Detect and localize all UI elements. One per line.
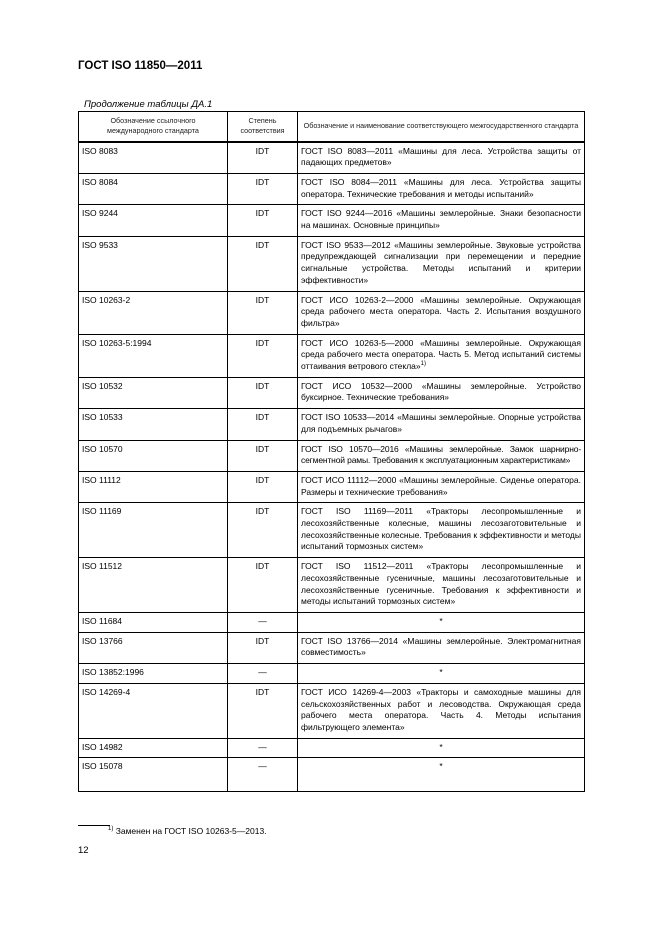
standard-cell: ГОСТ ISO 10570—2016 «Машины землеройные. Замок шарнирно-сегментной рамы. Требования к эксплуатационным характеристикам»	[298, 440, 585, 471]
degree-cell: —	[228, 758, 298, 792]
footnote	[108, 826, 267, 836]
reference-cell: ISO 10532	[79, 377, 228, 408]
table-row	[79, 632, 585, 663]
table-row	[79, 409, 585, 440]
table-row	[79, 683, 585, 738]
standard-cell: ГОСТ ISO 9533—2012 «Машины землеройные. Звуковые устройства предупреждающей сигнализации при перемещении и передние сигнальные устройства. Методы испытаний и критерии эффективности»	[298, 236, 585, 291]
reference-cell: ISO 14269-4	[79, 683, 228, 738]
table-row	[79, 664, 585, 684]
reference-cell: ISO 9533	[79, 236, 228, 291]
table-row	[79, 377, 585, 408]
degree-cell: IDT	[228, 471, 298, 502]
reference-cell: ISO 11684	[79, 613, 228, 633]
standard-cell: *	[298, 664, 585, 684]
footnote-divider	[78, 825, 110, 826]
table-header-row	[79, 112, 585, 142]
table-row	[79, 205, 585, 236]
reference-cell: ISO 8084	[79, 173, 228, 204]
standard-cell: ГОСТ ISO 11169—2011 «Тракторы лесопромышленные и лесохозяйственные колесные, машины лесозаготовительные и лесохозяйственные колесные. Требования к эффективности и методы испытаний тормозных систем»	[298, 503, 585, 558]
standard-cell: ГОСТ ISO 13766—2014 «Машины землеройные. Электромагнитная совместимость»	[298, 632, 585, 663]
reference-cell: ISO 10533	[79, 409, 228, 440]
degree-cell: —	[228, 664, 298, 684]
reference-cell: ISO 8083	[79, 142, 228, 174]
standard-cell	[298, 334, 585, 377]
page-number: 12	[78, 845, 89, 856]
standard-cell: ГОСТ ISO 8084—2011 «Машины для леса. Устройства защиты оператора. Технические требования и методы испытаний»	[298, 173, 585, 204]
table-row	[79, 291, 585, 334]
reference-cell: ISO 14982	[79, 738, 228, 758]
reference-cell: ISO 11169	[79, 503, 228, 558]
degree-cell: IDT	[228, 142, 298, 174]
standards-table	[78, 111, 585, 792]
degree-cell: IDT	[228, 334, 298, 377]
standard-cell: *	[298, 613, 585, 633]
standard-cell: ГОСТ ISO 10533—2014 «Машины землеройные. Опорные устройства для подъемных рычагов»	[298, 409, 585, 440]
column-header-reference: Обозначение ссылочного международного стандарта	[79, 112, 228, 142]
degree-cell: IDT	[228, 236, 298, 291]
standard-cell: ГОСТ ISO 11512—2011 «Тракторы лесопромышленные и лесохозяйственные гусеничные, машины лесозаготовительные и лесохозяйственные гусеничные. Требования к эффективности и методы испытаний тормозных систем»	[298, 558, 585, 613]
standard-cell: ГОСТ ISO 8083—2011 «Машины для леса. Устройства защиты от падающих предметов»	[298, 142, 585, 174]
standard-cell: ГОСТ ИСО 11112—2000 «Машины землеройные. Сиденье оператора. Размеры и технические требования»	[298, 471, 585, 502]
footnote-text: Заменен на ГОСТ ISO 10263-5—2013.	[115, 826, 267, 836]
degree-cell: IDT	[228, 409, 298, 440]
footnote-marker: 1)	[420, 361, 426, 368]
degree-cell: IDT	[228, 205, 298, 236]
reference-cell: ISO 9244	[79, 205, 228, 236]
standard-cell: *	[298, 758, 585, 792]
reference-cell: ISO 11512	[79, 558, 228, 613]
table-row	[79, 503, 585, 558]
reference-cell: ISO 11112	[79, 471, 228, 502]
standard-cell: ГОСТ ИСО 10263-2—2000 «Машины землеройные. Окружающая среда рабочего места оператора. Часть 2. Испытания воздушного фильтра»	[298, 291, 585, 334]
table-row	[79, 471, 585, 502]
reference-cell: ISO 10263-2	[79, 291, 228, 334]
reference-cell: ISO 13766	[79, 632, 228, 663]
degree-cell: IDT	[228, 558, 298, 613]
degree-cell: IDT	[228, 173, 298, 204]
table-row	[79, 440, 585, 471]
standard-cell: *	[298, 738, 585, 758]
degree-cell: —	[228, 738, 298, 758]
reference-cell: ISO 15078	[79, 758, 228, 792]
degree-cell: IDT	[228, 291, 298, 334]
reference-cell: ISO 10263-5:1994	[79, 334, 228, 377]
reference-cell: ISO 13852:1996	[79, 664, 228, 684]
table-row	[79, 558, 585, 613]
table-row	[79, 738, 585, 758]
table-row	[79, 613, 585, 633]
standard-cell: ГОСТ ISO 9244—2016 «Машины землеройные. Знаки безопасности на машинах. Основные принципы»	[298, 205, 585, 236]
column-header-national-standard: Обозначение и наименование соответствующего межгосударственного стандарта	[298, 112, 585, 142]
degree-cell: IDT	[228, 632, 298, 663]
table-row	[79, 173, 585, 204]
table-row	[79, 142, 585, 174]
table-row	[79, 334, 585, 377]
degree-cell: —	[228, 613, 298, 633]
footnote-marker: 1)	[108, 826, 114, 833]
reference-cell: ISO 10570	[79, 440, 228, 471]
degree-cell: IDT	[228, 683, 298, 738]
degree-cell: IDT	[228, 440, 298, 471]
degree-cell: IDT	[228, 503, 298, 558]
degree-cell: IDT	[228, 377, 298, 408]
table-caption: Продолжение таблицы ДА.1	[84, 99, 213, 110]
table-row	[79, 236, 585, 291]
document-title: ГОСТ ISO 11850—2011	[78, 60, 203, 72]
standard-text: ГОСТ ИСО 10263-5—2000 «Машины землеройные. Окружающая среда рабочего места оператора. Часть 5. Метод испытаний системы оттаивания ветрового стекла»	[301, 337, 581, 372]
standard-cell: ГОСТ ИСО 14269-4—2003 «Тракторы и самоходные машины для сельскохозяйственных работ и лесоводства. Окружающая среда рабочего места оператора. Часть 4. Методы испытания фильтрующего элемента»	[298, 683, 585, 738]
standard-cell: ГОСТ ИСО 10532—2000 «Машины землеройные. Устройство буксирное. Технические требования»	[298, 377, 585, 408]
table-row	[79, 758, 585, 792]
column-header-degree: Степень соответствия	[228, 112, 298, 142]
